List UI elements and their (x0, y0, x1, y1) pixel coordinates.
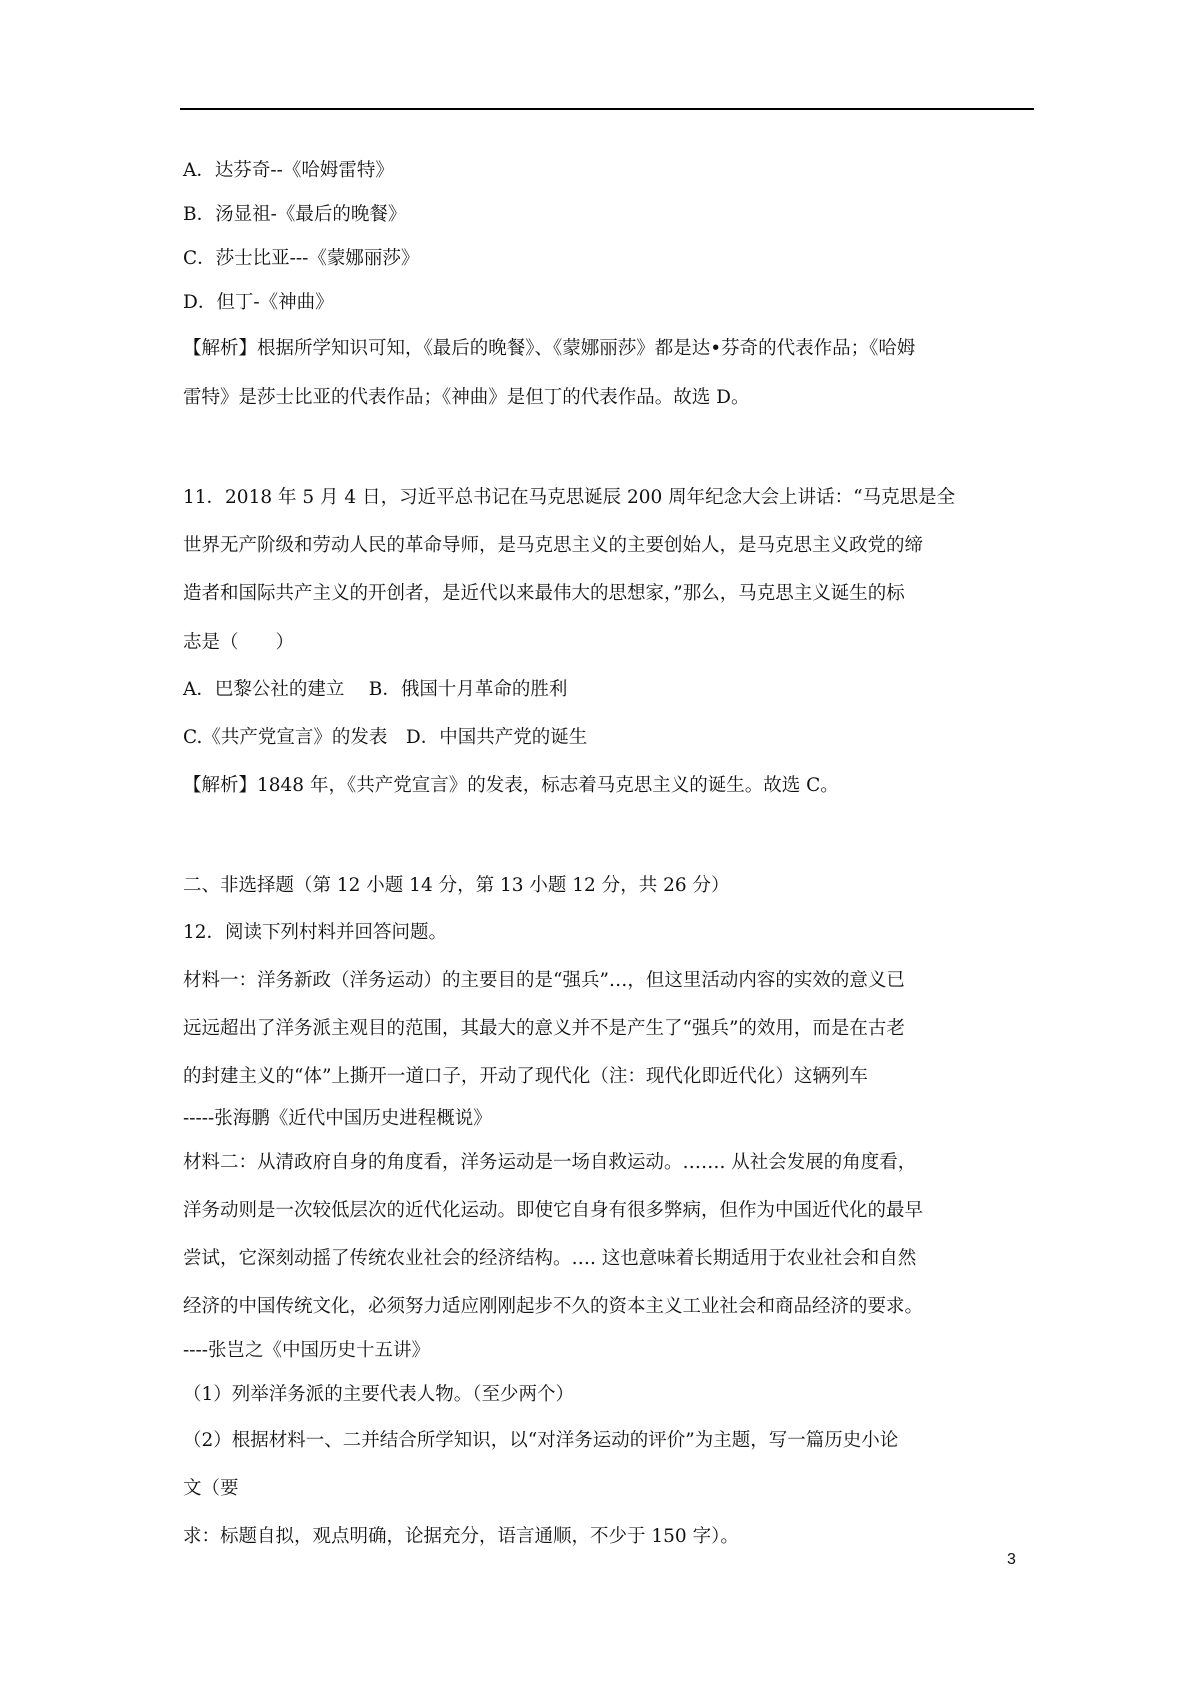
material1-line-1: 材料一：洋务新政（洋务运动）的主要目的是“强兵”…，但这里活动内容的实效的意义已 (183, 970, 905, 991)
material2-line-1: 材料二：从清政府自身的角度看，洋务运动是一场自救运动。……. 从社会发展的角度看， (183, 1152, 917, 1173)
q11-stem-line-1: 11．2018 年 5 月 4 日，习近平总书记在马克思诞辰 200 周年纪念大会上讲话：“马克思是全 (183, 487, 956, 508)
material1-line-3: 的封建主义的“体”上撕开一道口子，开动了现代化（注：现代化即近代化）这辆列车 (183, 1066, 868, 1087)
q11-stem-line-3: 造者和国际共产主义的开创者，是近代以来最伟大的思想家，”那么，马克思主义诞生的标 (183, 583, 905, 604)
q10-analysis-line-1: 【解析】根据所学知识可知，《最后的晚餐》、《蒙娜丽莎》都是达•芬奇的代表作品；《哈姆 (183, 338, 916, 359)
header-rule (180, 108, 1034, 110)
material2-line-3: 尝试，它深刻动摇了传统农业社会的经济结构。…. 这也意味着长期适用于农业社会和自然 (183, 1248, 917, 1269)
material2-source: ----张岂之《中国历史十五讲》 (183, 1340, 431, 1361)
q12-subquestion-2-line-2: 文（要 (183, 1478, 239, 1499)
q11-analysis: 【解析】1848 年，《共产党宣言》的发表，标志着马克思主义的诞生。故选 C。 (183, 775, 839, 796)
section2-heading: 二、非选择题（第 12 小题 14 分，第 13 小题 12 分，共 26 分） (183, 875, 730, 896)
q10-analysis-line-2: 雷特》是莎士比亚的代表作品；《神曲》是但丁的代表作品。故选 D。 (183, 387, 750, 408)
material1-line-2: 远远超出了洋务派主观目的范围，其最大的意义并不是产生了“强兵”的效用，而是在古老 (183, 1018, 905, 1039)
q10-option-b: B．汤显祖-《最后的晚餐》 (183, 204, 407, 225)
q12-intro: 12．阅读下列村料并回答问题。 (183, 922, 448, 943)
page-number: 3 (1007, 1551, 1016, 1568)
q11-options-line-2: C.《共产党宣言》的发表 D．中国共产党的诞生 (183, 727, 588, 748)
material1-source: -----张海鹏《近代中国历史进程概说》 (183, 1108, 492, 1129)
q12-subquestion-1: （1）列举洋务派的主要代表人物。（至少两个） (183, 1384, 575, 1405)
material2-line-2: 洋务动则是一次较低层次的近代化运动。即使它自身有很多弊病，但作为中国近代化的最早 (183, 1200, 924, 1221)
q11-stem-line-2: 世界无产阶级和劳动人民的革命导师，是马克思主义的主要创始人，是马克思主义政党的缔 (183, 535, 924, 556)
q11-options-line-1: A．巴黎公社的建立 B．俄国十月革命的胜利 (183, 679, 568, 700)
q10-option-a: A．达芬奇--《哈姆雷特》 (183, 160, 394, 181)
q10-option-c: C．莎士比亚---《蒙娜丽莎》 (183, 248, 420, 269)
q12-subquestion-2-line-1: （2）根据材料一、二并结合所学知识，以“对洋务运动的评价”为主题，写一篇历史小论 (183, 1430, 899, 1451)
material2-line-4: 经济的中国传统文化，必须努力适应刚刚起步不久的资本主义工业社会和商品经济的要求。 (183, 1296, 924, 1317)
q11-stem-line-4: 志是（ ） (183, 632, 295, 653)
q12-subquestion-2-line-3: 求：标题自拟，观点明确，论据充分，语言通顺，不少于 150 字）。 (183, 1526, 739, 1547)
q10-option-d: D．但丁-《神曲》 (183, 292, 334, 313)
